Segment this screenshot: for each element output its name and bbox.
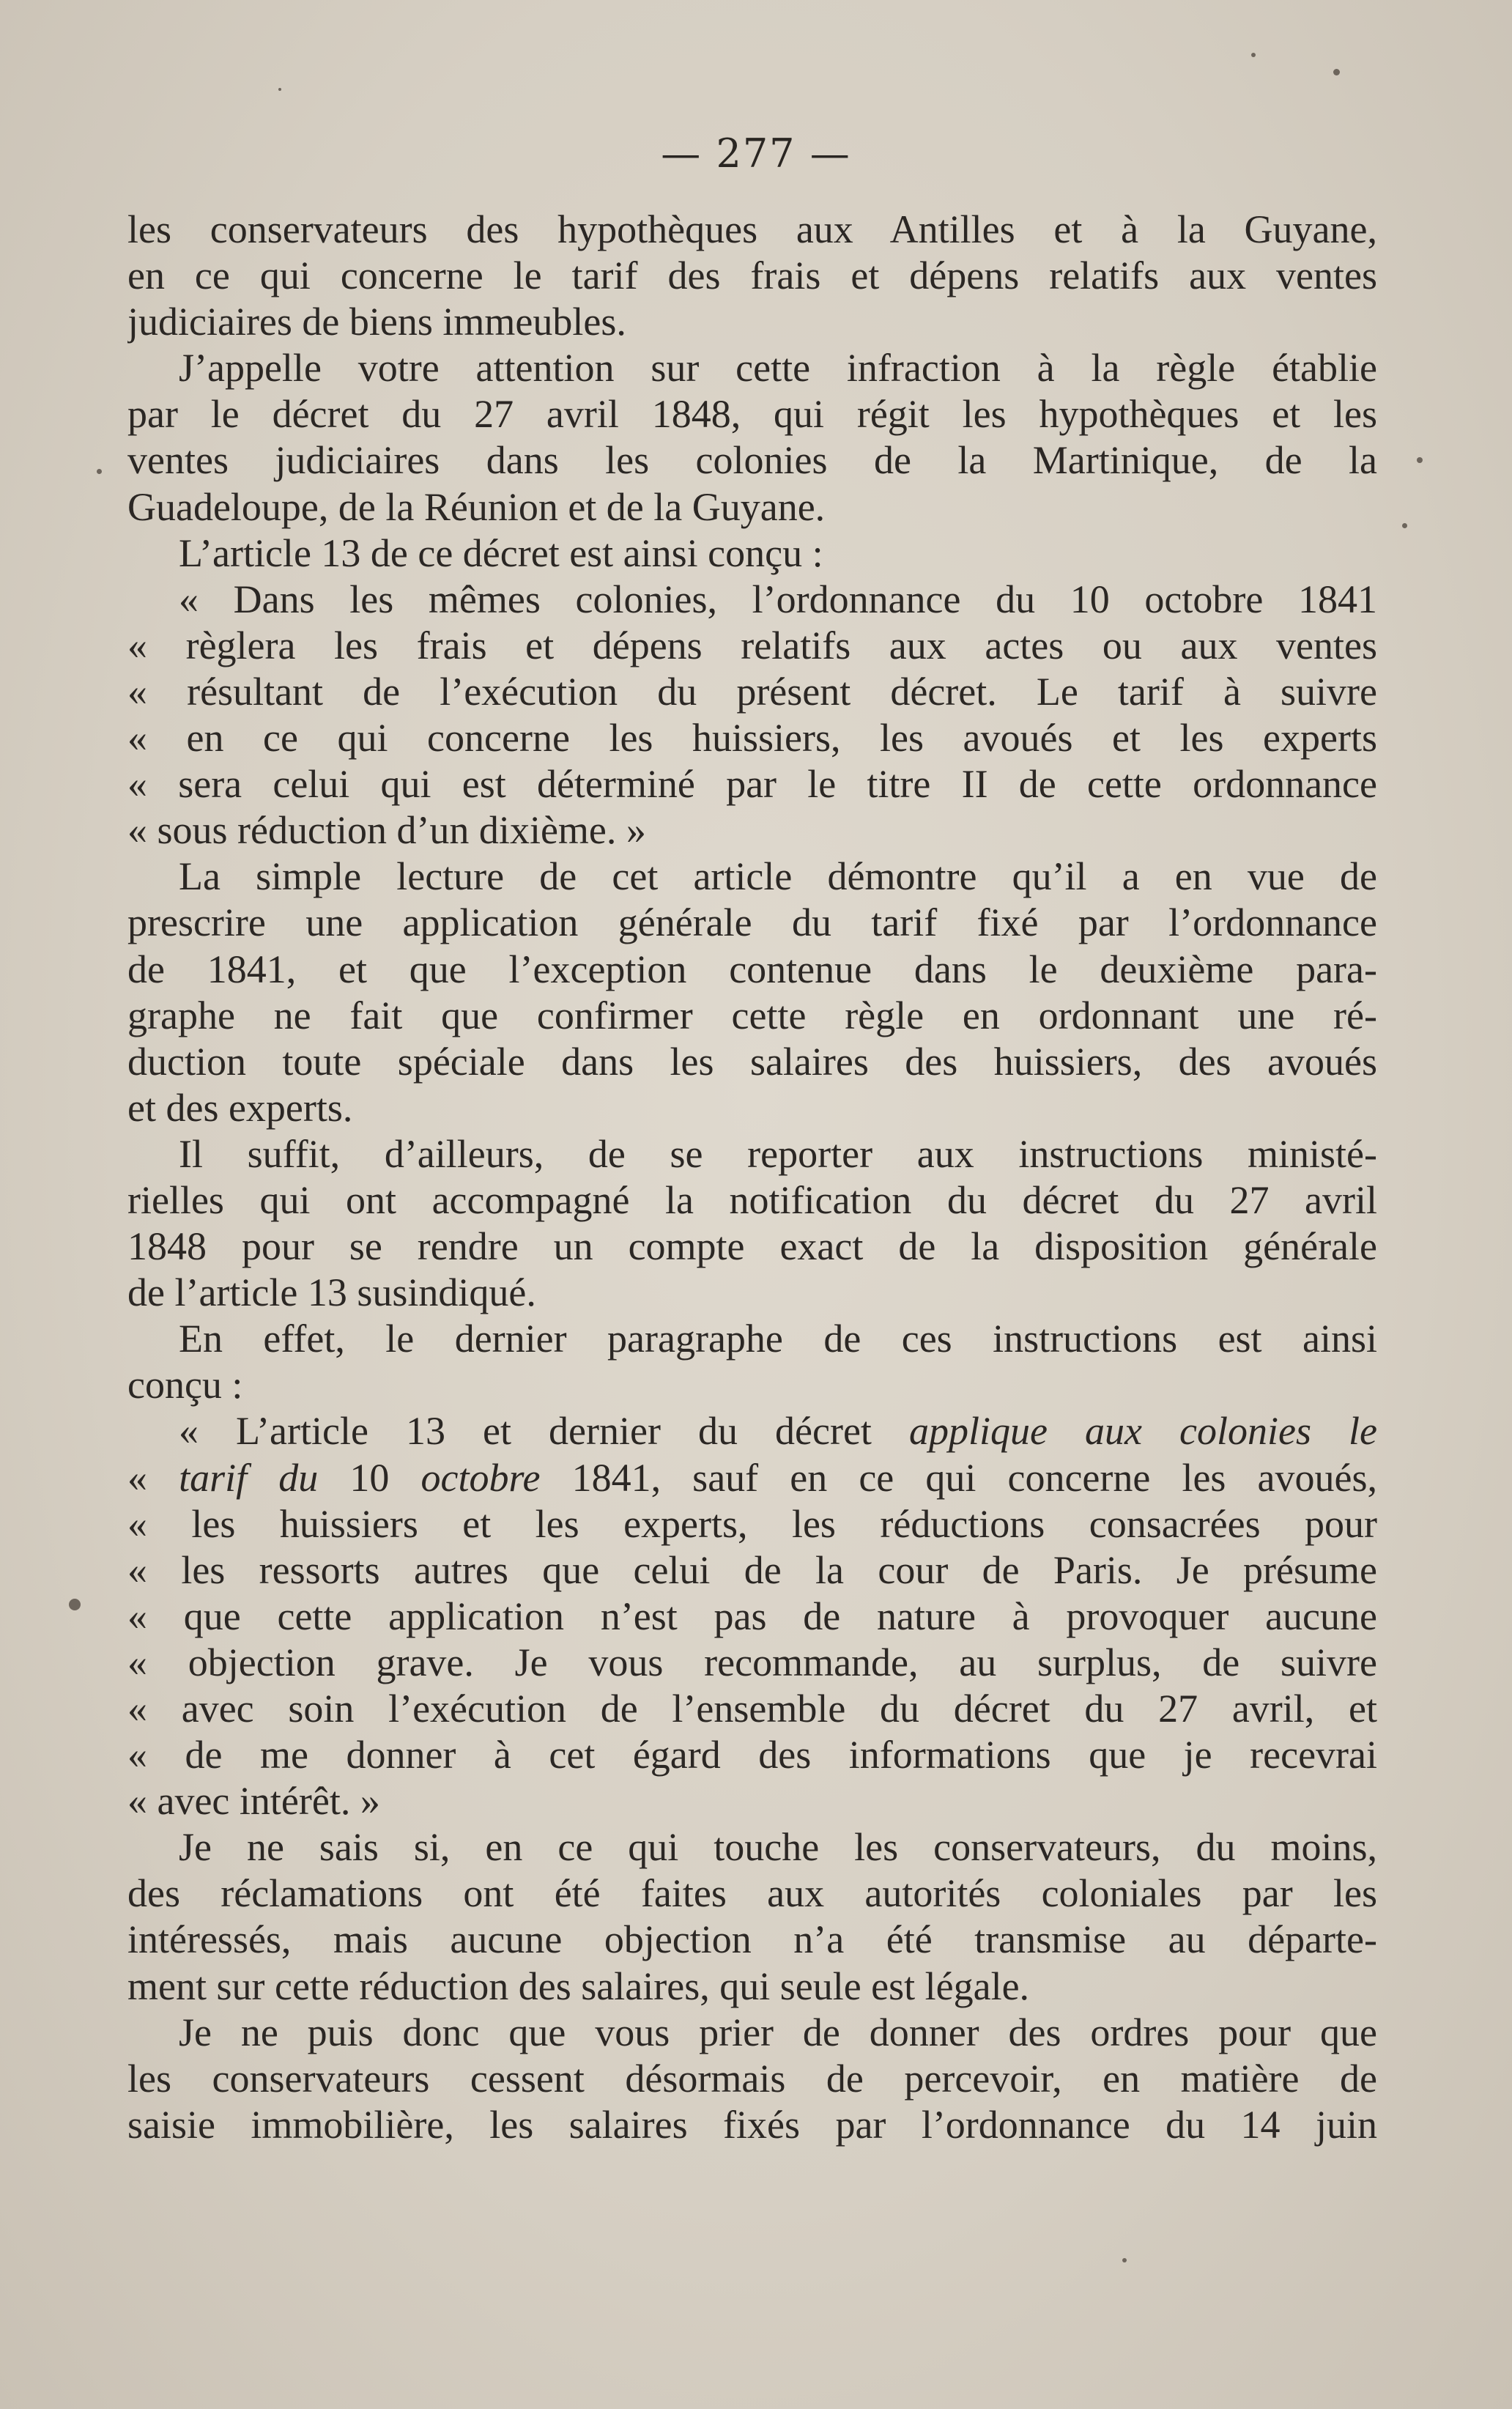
text-line: « objection grave. Je vous recommande, au surplus, de suivre <box>127 1640 1377 1684</box>
text-line: L’article 13 de ce décret est ainsi conçu : <box>179 530 823 575</box>
text-line: intéressés, mais aucune objection n’a été transmise au départe- <box>127 1917 1377 1962</box>
text-line: prescrire une application générale du tarif fixé par l’ordonnance <box>127 900 1377 945</box>
text-line: conçu : <box>127 1363 243 1407</box>
text-run: 10 <box>318 1455 421 1500</box>
paper-speck <box>1417 457 1423 463</box>
text-run: « L’article 13 et dernier du décret <box>179 1409 909 1454</box>
text-line: En effet, le dernier paragraphe de ces instructions est ainsi <box>179 1317 1377 1361</box>
text-line: duction toute spéciale dans les salaires des huissiers, des avoués <box>127 1039 1377 1084</box>
text-line: « les ressorts autres que celui de la cour de Paris. Je présume <box>127 1547 1377 1592</box>
paper-speck <box>69 1599 81 1610</box>
italic-run: octobre <box>420 1455 541 1500</box>
text-line: les conservateurs cessent désormais de percevoir, en matière de <box>127 2056 1377 2101</box>
text-line: rielles qui ont accompagné la notification du décret du 27 avril <box>127 1177 1377 1222</box>
page-number: — 277 — <box>661 130 851 177</box>
text-line: Je ne sais si, en ce qui touche les conservateurs, du moins, <box>179 1825 1377 1870</box>
paper-speck <box>1251 53 1256 57</box>
text-line: et des experts. <box>127 1085 353 1130</box>
text-line: judiciaires de biens immeubles. <box>127 300 626 344</box>
text-line: « de me donner à cet égard des informations que je recevrai <box>127 1733 1377 1777</box>
text-line: Guadeloupe, de la Réunion et de la Guyane. <box>127 484 826 529</box>
text-line <box>127 1408 1377 1454</box>
text-line: ventes judiciaires dans les colonies de la Martinique, de la <box>127 438 1377 483</box>
text-line: La simple lecture de cet article démontre qu’il a en vue de <box>179 854 1377 899</box>
text-line: en ce qui concerne le tarif des frais et dépens relatifs aux ventes <box>127 254 1377 298</box>
text-line: « Dans les mêmes colonies, l’ordonnance du 10 octobre 1841 <box>179 577 1377 621</box>
text-line: ment sur cette réduction des salaires, qui seule est légale. <box>127 1964 1030 2008</box>
paper-speck <box>1122 2258 1127 2262</box>
text-line: « règlera les frais et dépens relatifs aux actes ou aux ventes <box>127 623 1377 667</box>
text-line: par le décret du 27 avril 1848, qui régit les hypothèques et les <box>127 392 1377 437</box>
text-run: 1841, sauf en ce qui concerne les avoués, <box>540 1455 1377 1500</box>
body-text <box>127 207 1377 2148</box>
text-line: « résultant de l’exécution du présent décret. Le tarif à suivre <box>127 669 1377 714</box>
text-line: Je ne puis donc que vous prier de donner des ordres pour que <box>179 2010 1377 2054</box>
text-line: des réclamations ont été faites aux autorités coloniales par les <box>127 1871 1377 1916</box>
paper-speck <box>278 88 281 91</box>
text-line: saisie immobilière, les salaires fixés par l’ordonnance du 14 juin <box>127 2102 1377 2147</box>
text-line <box>127 1455 1377 1501</box>
italic-run: tarif du <box>179 1455 319 1500</box>
text-line: Il suffit, d’ailleurs, de se reporter aux instructions ministé- <box>179 1131 1377 1176</box>
text-line: de l’article 13 susindiqué. <box>127 1270 536 1315</box>
text-line: « les huissiers et les experts, les réductions consacrées pour <box>127 1501 1377 1546</box>
text-line: « que cette application n’est pas de nature à provoquer aucune <box>127 1594 1377 1638</box>
text-line: « avec soin l’exécution de l’ensemble du décret du 27 avril, et <box>127 1687 1377 1731</box>
paper-speck <box>97 469 102 474</box>
text-line: « sous réduction d’un dixième. » <box>127 808 646 853</box>
text-line: « sera celui qui est déterminé par le titre II de cette ordonnance <box>127 762 1377 807</box>
paper-speck <box>1402 523 1407 528</box>
text-line: « en ce qui concerne les huissiers, les avoués et les experts <box>127 716 1377 761</box>
text-line: « avec intérêt. » <box>127 1779 380 1824</box>
text-run: « <box>127 1455 179 1500</box>
text-line: 1848 pour se rendre un compte exact de la disposition générale <box>127 1224 1377 1269</box>
text-line: J’appelle votre attention sur cette infraction à la règle établie <box>179 346 1377 391</box>
italic-run: applique aux colonies le <box>909 1409 1377 1454</box>
text-line: graphe ne fait que confirmer cette règle en ordonnant une ré- <box>127 993 1377 1037</box>
paper-speck <box>1333 69 1340 75</box>
text-line: de 1841, et que l’exception contenue dans le deuxième para- <box>127 947 1377 991</box>
text-line: les conservateurs des hypothèques aux Antilles et à la Guyane, <box>127 207 1377 251</box>
